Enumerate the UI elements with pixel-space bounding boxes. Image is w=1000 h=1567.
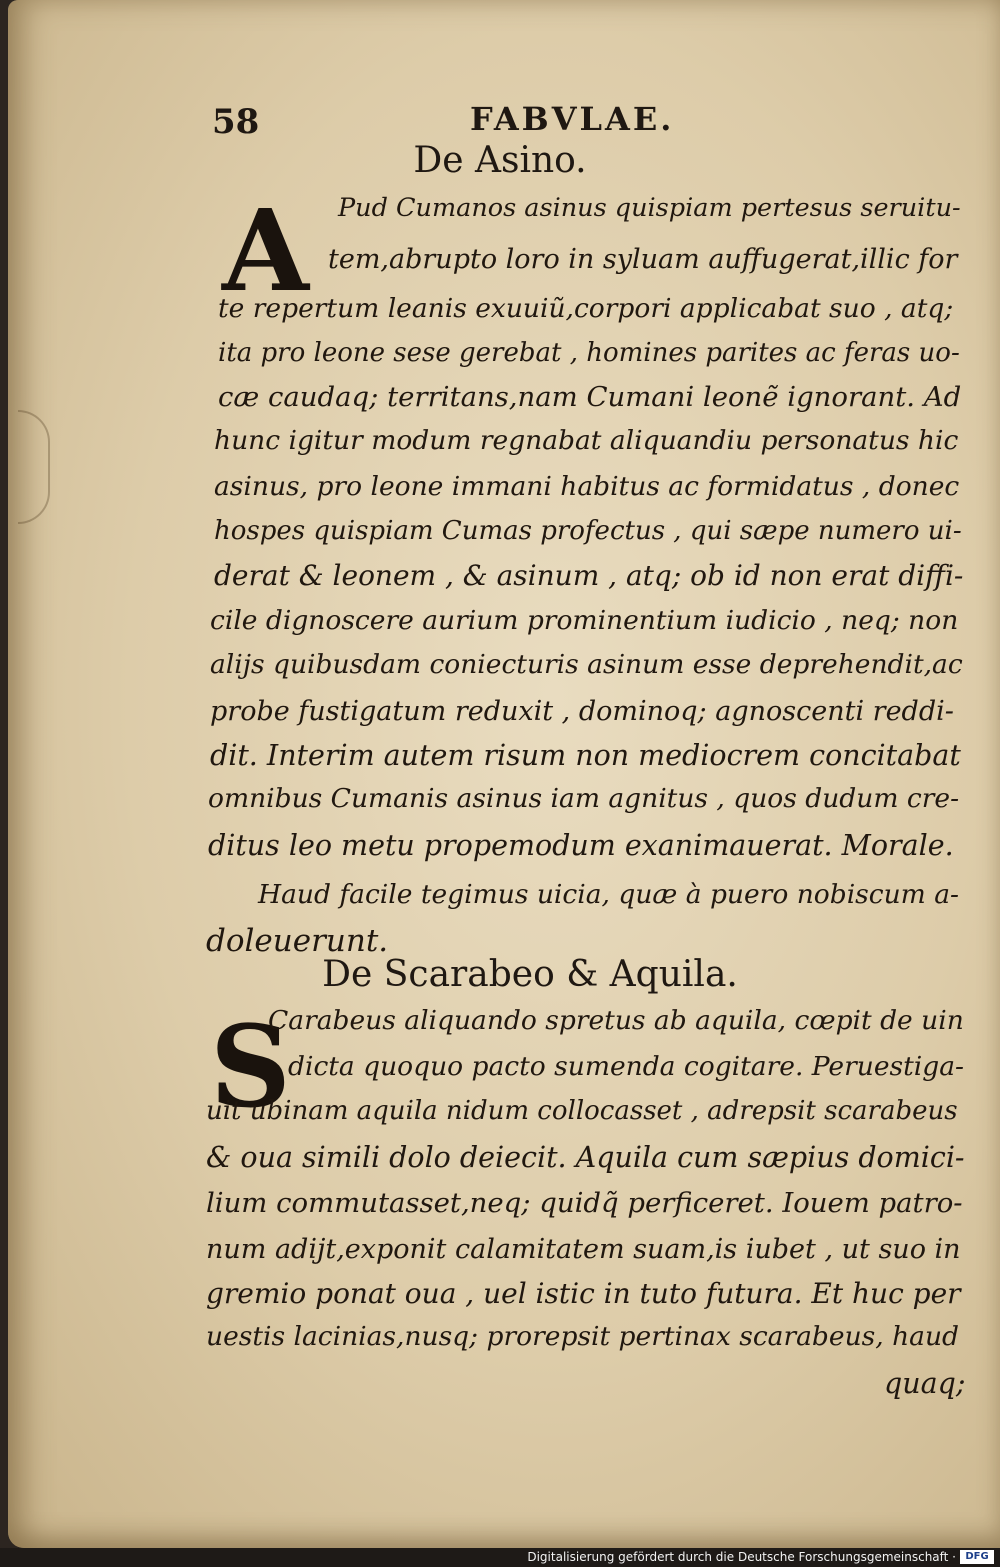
text-line: hospes quispiam Cumas profectus , qui sæpe numero ui-	[214, 516, 962, 546]
text-line: alijs quibusdam coniecturis asinum esse deprehendit,ac	[210, 649, 963, 680]
page-header	[0, 96, 1000, 140]
text-line: lium commutasset,neq; quidq̃ perficeret. Iouem patro-	[206, 1187, 963, 1219]
drop-cap-a: A	[222, 186, 309, 317]
fable-title-scarabeo: De Scarabeo & Aquila.	[322, 954, 738, 995]
running-title: FABVLAE.	[470, 100, 675, 138]
text-line: & oua simili dolo deiecit. Aquila cum sæpius domici-	[206, 1141, 965, 1174]
text-line: Carabeus aliquando spretus ab aquila, cœpit de uin	[268, 1005, 964, 1036]
text-line: Pud Cumanos asinus quispiam pertesus seruitu-	[338, 193, 961, 223]
text-line: ita pro leone sese gerebat , homines parites ac feras uo-	[218, 338, 960, 368]
text-line: ditus leo metu propemodum exanimauerat. Morale.	[208, 829, 954, 862]
dfg-logo-icon: DFG	[960, 1550, 994, 1564]
text-line: tem,abrupto loro in syluam auffugerat,illic for	[328, 244, 958, 275]
text-line: gremio ponat oua , uel istic in tuto futura. Et huc per	[206, 1277, 961, 1310]
text-line: dicta quoquo pacto sumenda cogitare. Peruestiga-	[288, 1051, 964, 1082]
text-line: dit. Interim autem risum non mediocrem concitabat	[210, 739, 961, 772]
digitization-footer	[0, 1548, 1000, 1567]
footer-credit: Digitalisierung gefördert durch die Deutsche Forschungsgemeinschaft ·	[527, 1550, 956, 1564]
fable-title-asino: De Asino.	[413, 140, 587, 181]
text-line: probe fustigatum reduxit , dominoq; agnoscenti reddi-	[210, 696, 954, 727]
text-line: hunc igitur modum regnabat aliquandiu personatus hic	[214, 425, 959, 456]
text-line: omnibus Cumanis asinus iam agnitus , quos dudum cre-	[208, 783, 960, 814]
text-line: derat & leonem , & asinum , atq; ob id non erat diffi-	[214, 559, 964, 592]
text-line: cæ caudaq; territans,nam Cumani leonẽ ignorant. Ad	[218, 381, 962, 413]
text-line: uit ubinam aquila nidum collocasset , adrepsit scarabeus	[206, 1096, 958, 1126]
book-page	[8, 0, 1000, 1548]
page-number: 58	[212, 102, 260, 142]
drop-cap-s: S	[210, 1002, 291, 1133]
text-line: asinus, pro leone immani habitus ac formidatus , donec	[214, 471, 960, 502]
text-line: num adijt,exponit calamitatem suam,is iubet , ut suo in	[206, 1234, 961, 1265]
text-line: cile dignoscere aurium prominentium iudicio , neq; non	[210, 605, 959, 636]
page-edge-mark	[18, 410, 50, 524]
moral-line: Haud facile tegimus uicia, quæ à puero nobiscum a-	[258, 879, 959, 910]
catchword: quaq;	[884, 1367, 966, 1400]
text-line: uestis lacinias,nusq; prorepsit pertinax scarabeus, haud	[206, 1321, 959, 1352]
text-line: te repertum leanis exuuiũ,corpori applicabat suo , atq;	[218, 293, 954, 324]
moral-line: doleuerunt.	[206, 923, 389, 959]
